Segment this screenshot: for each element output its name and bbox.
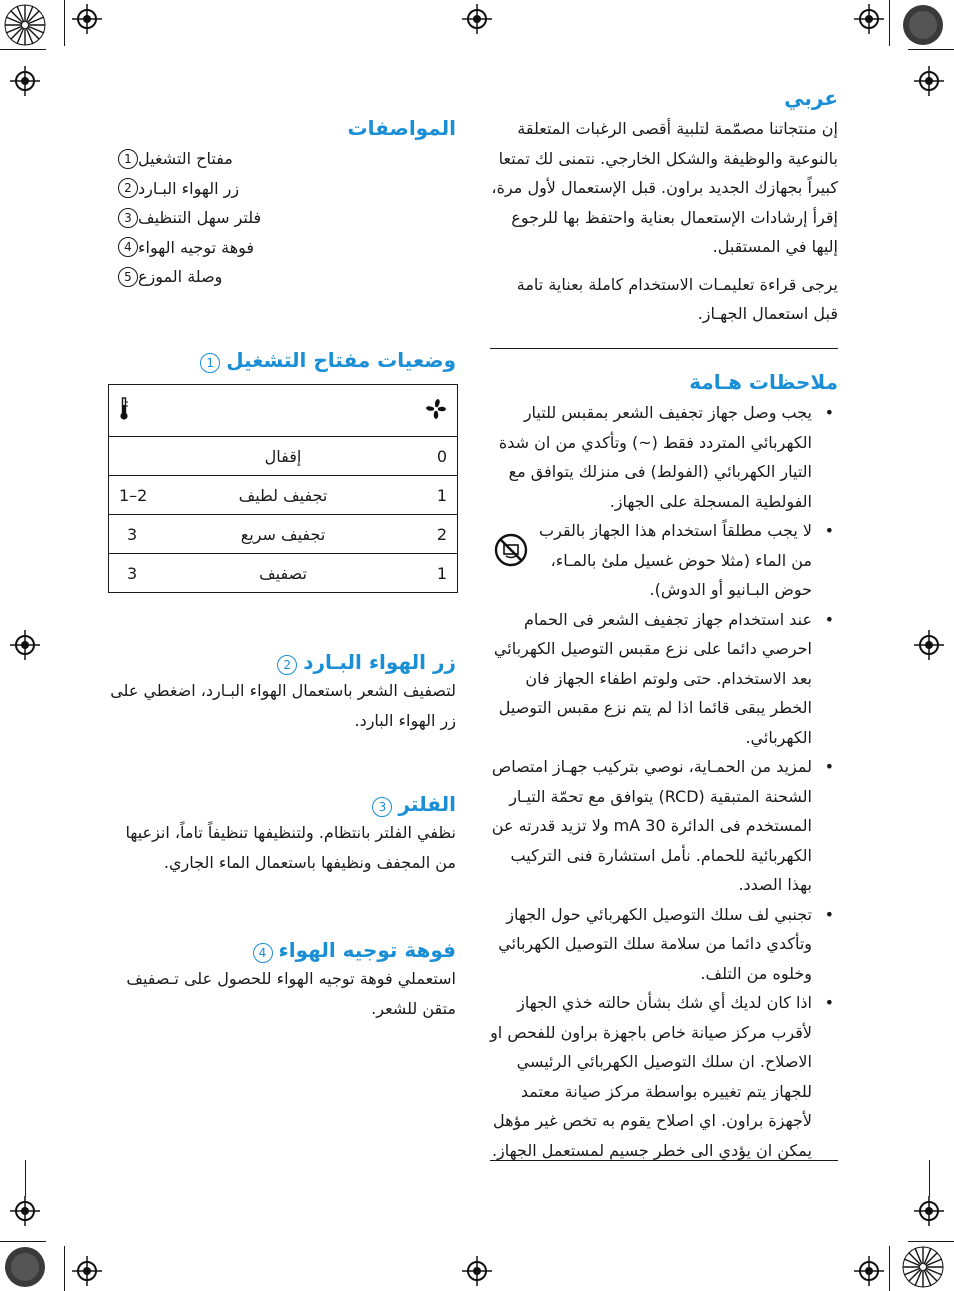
spec-item [108, 144, 456, 174]
mode-cell: إقفال [189, 437, 377, 476]
important-item: • تجنبي لف سلك التوصيل الكهربائي حول الجهاز وتأكدي دائما من سلامة سلك التوصيل الكهربائي وخلوه من التلف. [490, 900, 838, 989]
switch-settings-table [108, 384, 458, 593]
registration-mark [10, 66, 40, 96]
crop-line [889, 1246, 890, 1291]
specs-heading: المواصفات [347, 116, 456, 140]
registration-mark [72, 1256, 102, 1286]
table-row [109, 515, 458, 554]
starburst-target-icon [902, 1246, 944, 1288]
fan-cell: 0 [377, 437, 458, 476]
crop-line [889, 0, 890, 46]
important-item: • لمزيد من الحمـاية، نوصي بتركيب جهـاز امتصاص الشحنة المتبقية (RCD) يتوافق مع تحمّة التيـار المستخدم فى الدائرة 30 mA ولا تزيد قدرته عن الكهربائية للحمام. نأمل استشارة فنى التركيب بهذا الصدد. [490, 752, 838, 900]
crop-line [64, 0, 65, 46]
registration-mark [914, 66, 944, 96]
intro-paragraph: إن منتجاتنا مصمّمة لتلبية أقصى الرغبات المتعلقة بالنوعية والوظيفة والشكل الخارجي. نتمنى لك تمتعا كبيراً بجهازك الجديد براون. قبل الإستعمال لأول مرة، إقرأ إرشادات الإستعمال بعناية واحتفظ بها للرجوع إليها في المستقبل. [491, 119, 838, 256]
gray-circle-target-icon [902, 4, 944, 46]
table-header-heat [109, 385, 190, 437]
heat-cell: 1–2 [109, 476, 190, 515]
heat-cell: 3 [109, 554, 190, 593]
gray-circle-target-icon [4, 1246, 46, 1288]
registration-mark [914, 1196, 944, 1226]
table-header-fan [377, 385, 458, 437]
spec-item [108, 262, 456, 292]
important-item: • عند استخدام جهاز تجفيف الشعر فى الحمام احرصي دائما على نزع مقبس التوصيل الكهربائي بعد الاستخدام. حتى ولوتم اطفاء الجهاز فان الخطر يبقى قائما اذا لم يتم نزع مقبس التوصيل الكهربائي. [490, 605, 838, 753]
nozzle-heading: فوهة توجيه الهواء [278, 938, 456, 962]
starburst-target-icon [4, 4, 46, 46]
crop-line [908, 49, 954, 50]
registration-mark [10, 1196, 40, 1226]
fan-cell: 1 [377, 554, 458, 593]
spec-label: فوهة توجيه الهواء [138, 237, 255, 257]
number-badge: 1 [118, 149, 138, 169]
number-badge: 4 [118, 237, 138, 257]
intro-paragraph-read: يرجى قراءة تعليمـات الاستخدام كاملة بعناية تامة قبل استعمال الجهـاز. [516, 274, 838, 323]
number-badge: 1 [200, 353, 220, 373]
cool-heading: زر الهواء البـارد [303, 650, 456, 674]
registration-mark [854, 1256, 884, 1286]
registration-mark [462, 4, 492, 34]
important-list [490, 398, 838, 1165]
table-row [109, 437, 458, 476]
spec-item [108, 203, 456, 233]
important-item: • لا يجب مطلقاً استخدام هذا الجهاز بالقرب من الماء (مثلا حوض غسيل ملئ بالمـاء، حوض البـانيو أو الدوش). [490, 516, 838, 605]
cool-section [108, 648, 456, 735]
no-water-warning-icon [494, 533, 528, 567]
specs-list [108, 144, 456, 292]
intro-section [490, 84, 838, 329]
spec-label: وصلة الموزع [138, 267, 223, 287]
crop-line [64, 1246, 65, 1291]
table-row [109, 554, 458, 593]
table-header-mode [189, 385, 377, 437]
mode-cell: تجفيف سريع [189, 515, 377, 554]
important-section [490, 368, 838, 1165]
number-badge: 3 [118, 208, 138, 228]
spec-label: مفتاح التشغيل [138, 149, 233, 169]
number-badge: 3 [372, 797, 392, 817]
filter-text: نظفي الفلتر بانتظام. ولتنظيفها تنظيفاً تاماً، انزعيها من المجفف ونظيفها باستعمال الماء الجاري. [125, 823, 456, 872]
registration-mark [914, 630, 944, 660]
fan-icon [425, 405, 447, 424]
thermometer-icon [119, 406, 129, 425]
section-divider [490, 1160, 838, 1161]
spec-item [108, 174, 456, 204]
section-divider [490, 348, 838, 349]
important-item: • يجب وصل جهاز تجفيف الشعر بمقبس للتيار الكهربائي المتردد فقط (~) وتأكدي من ان شدة التيار الكهربائي (الفولط) فى منزلك يتوافق مع الفولطية المسجلة على الجهاز. [490, 398, 838, 516]
switch-heading-row [108, 346, 456, 374]
mode-cell: تجفيف لطيف [189, 476, 377, 515]
registration-mark [72, 4, 102, 34]
cool-text: لتصفيف الشعر باستعمال الهواء البـارد، اضغطي على زر الهواء البارد. [110, 681, 456, 730]
crop-line [25, 1160, 26, 1196]
switch-heading: وضعيات مفتاح التشغيل [226, 348, 456, 372]
specs-section [108, 114, 456, 292]
fan-cell: 1 [377, 476, 458, 515]
heat-cell [109, 437, 190, 476]
number-badge: 2 [118, 178, 138, 198]
filter-heading: الفلتر [398, 792, 456, 816]
crop-line [0, 1241, 46, 1242]
spec-label: زر الهواء البـارد [138, 178, 240, 198]
nozzle-section [108, 936, 456, 1023]
nozzle-text: استعملي فوهة توجيه الهواء للحصول على تـصفيف متقن للشعر. [126, 969, 456, 1018]
filter-section [108, 790, 456, 877]
table-row [109, 476, 458, 515]
crop-line [908, 1241, 954, 1242]
language-heading: عربي [784, 86, 838, 110]
crop-line [0, 49, 46, 50]
number-badge: 4 [253, 943, 273, 963]
important-item: • اذا كان لديك أي شك بشأن حالته خذي الجهاز لأقرب مركز صيانة خاص باجهزة براون للفحص او الاصلاح. ان سلك التوصيل الكهربائي الرئيسي للجهاز يتم تغييره بواسطة مركز صيانة معتمد لأجهزة براون. اي اصلاح يقوم به تخص غير مؤهل يمكن ان يؤدي الى خطر جسيم لمستعمل الجهاز. [490, 988, 838, 1165]
crop-line [929, 1160, 930, 1196]
fan-cell: 2 [377, 515, 458, 554]
heat-cell: 3 [109, 515, 190, 554]
spec-label: فلتر سهل التنظيف [138, 208, 262, 228]
registration-mark [462, 1256, 492, 1286]
mode-cell: تصفيف [189, 554, 377, 593]
registration-mark [854, 4, 884, 34]
spec-item [108, 233, 456, 263]
number-badge: 5 [118, 267, 138, 287]
important-heading: ملاحظات هـامة [689, 370, 838, 394]
registration-mark [10, 630, 40, 660]
number-badge: 2 [277, 655, 297, 675]
